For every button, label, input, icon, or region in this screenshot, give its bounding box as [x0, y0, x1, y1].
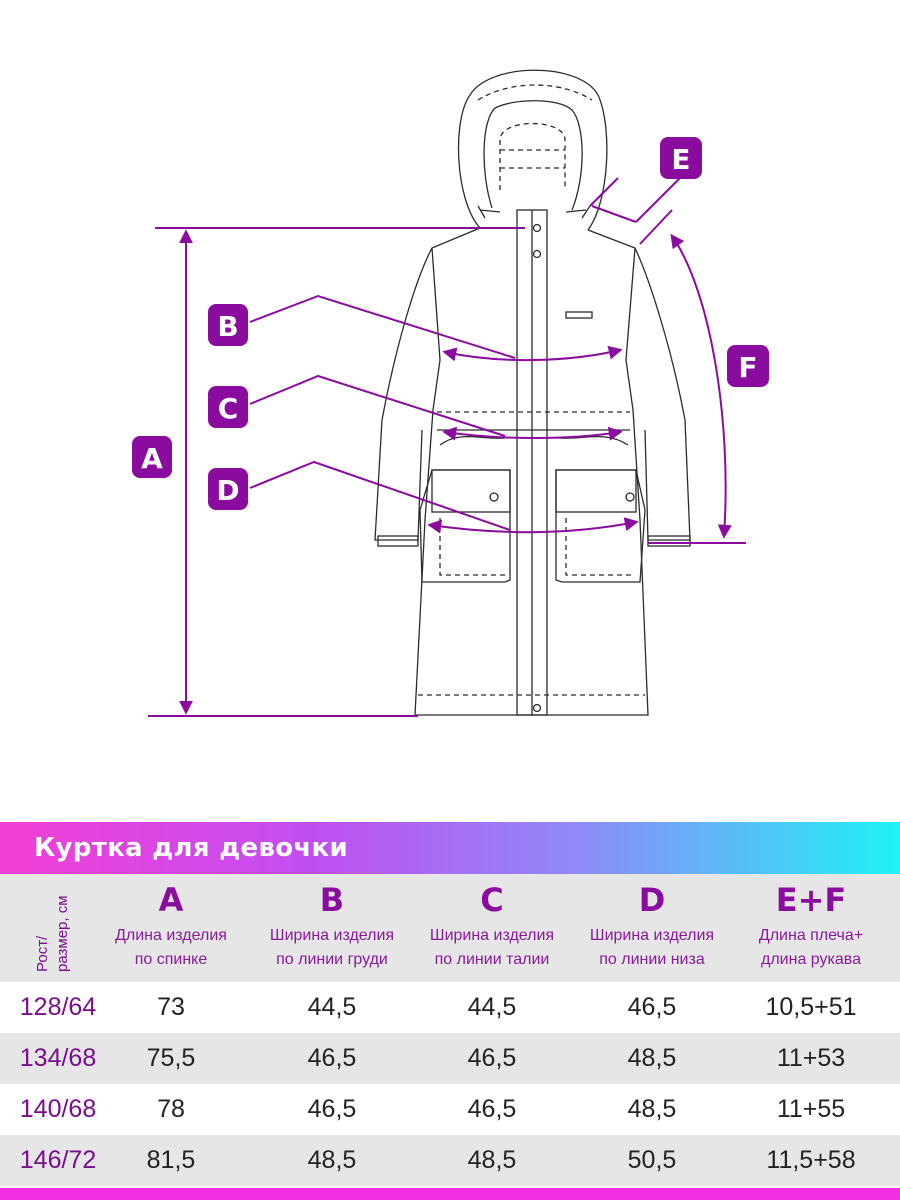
tag-f — [727, 345, 769, 387]
size-cell: 134/68 — [19, 1044, 97, 1072]
table-row — [0, 1135, 900, 1186]
column-header-ef: E+F Длина плеча+ длина рукава — [758, 881, 864, 968]
svg-text:C: C — [217, 392, 239, 425]
value-cell-c: 44,5 — [467, 993, 517, 1021]
value-cell-b: 46,5 — [307, 1095, 357, 1123]
svg-text:D: D — [216, 474, 240, 507]
svg-text:F: F — [738, 351, 758, 384]
tag-c — [208, 386, 248, 428]
value-cell-d: 50,5 — [627, 1146, 677, 1174]
value-cell-c: 46,5 — [467, 1095, 517, 1123]
value-cell-c: 46,5 — [467, 1044, 517, 1072]
size-cell: 128/64 — [19, 993, 97, 1021]
value-cell-b: 44,5 — [307, 993, 357, 1021]
tag-d — [208, 468, 248, 510]
bottom-accent-bar — [0, 1188, 900, 1200]
value-cell-ef: 11+53 — [776, 1044, 846, 1072]
column-header-c: C Ширина изделия по линии талии — [429, 881, 555, 968]
size-column-header — [34, 895, 74, 986]
tag-e — [660, 137, 702, 179]
size-table-header — [0, 874, 900, 982]
value-cell-a: 78 — [157, 1095, 185, 1123]
table-row — [0, 982, 900, 1033]
column-header-d: D Ширина изделия по линии низа — [589, 881, 715, 968]
size-cell: 140/68 — [19, 1095, 97, 1123]
tag-a — [132, 436, 172, 478]
title-banner — [0, 822, 900, 874]
size-header-line1: Рост/ — [34, 935, 51, 972]
value-cell-d: 48,5 — [627, 1095, 677, 1123]
tag-b — [208, 304, 248, 346]
value-cell-d: 48,5 — [627, 1044, 677, 1072]
svg-text:A: A — [141, 442, 163, 475]
jacket-outline — [375, 70, 690, 715]
page-title: Куртка для девочки — [34, 833, 348, 863]
svg-text:E: E — [671, 143, 691, 176]
measurement-lines — [148, 176, 746, 716]
value-cell-ef: 11,5+58 — [766, 1146, 856, 1174]
value-cell-d: 46,5 — [627, 993, 677, 1021]
value-cell-ef: 11+55 — [776, 1095, 846, 1123]
svg-text:B: B — [217, 310, 239, 343]
value-cell-ef: 10,5+51 — [765, 993, 857, 1021]
value-cell-c: 48,5 — [467, 1146, 517, 1174]
measurement-tags — [132, 137, 769, 510]
value-cell-a: 75,5 — [146, 1044, 196, 1072]
table-row — [0, 1033, 900, 1084]
column-header-a: A Длина изделия по спинке — [115, 881, 227, 968]
column-header-b: B Ширина изделия по линии груди — [269, 881, 395, 968]
value-cell-b: 46,5 — [307, 1044, 357, 1072]
value-cell-b: 48,5 — [307, 1146, 357, 1174]
size-header-line2: размер, см — [54, 895, 71, 972]
table-row — [0, 1084, 900, 1135]
value-cell-a: 73 — [157, 993, 185, 1021]
value-cell-a: 81,5 — [146, 1146, 196, 1174]
size-cell: 146/72 — [19, 1146, 97, 1174]
